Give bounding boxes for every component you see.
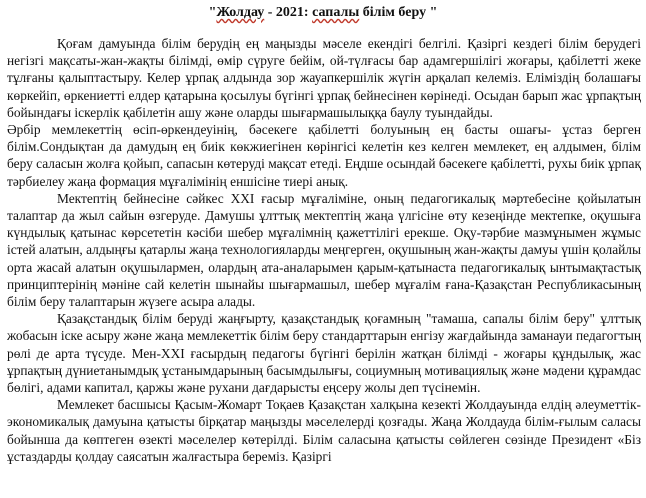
paragraph-4: Қазақстандық білім беруді жаңғырту, қазақстандық қоғамның "тамаша, сапалы білім беру" ұлттық жобасын іске асыру және жаңа мемлекеттік білім беру стандарттарын енгізу жағдайында заманауи педагогтың рөлі де арта түсуде. Мен-XXI ғасырдың педагогы бүгінгі берілін жатқан білімді - жоғары құндылық, жас ұрпақтың дүниетанымдық ұстанымдарының басымдылығы, социумның мотивациялық және мәдени құрамдас бөлігі, адами капитал, қаржы және рухани дағдарысты еңсеру жолы деп түсінемін.: [7, 311, 641, 396]
title-word-sapaly: сапалы: [312, 5, 360, 20]
paragraph-2: Әрбір мемлекеттің өсіп-өркендеуінің, бәсекеге қабілетті болуының ең басты ошағы- ұстаз берген білім.Сондықтан да дамудың ең биік көкжиегінен көрінгісі келетін кез келген мемлекет, ең алдымен, білім беру саласын жолға қойып, сапасын көтеруді мақсат етеді. Еңдше осындай бәсекеге қабілетті, рухы биік ұрпақ тәрбиелеу жаңа формация мұғалімінің еншісіне тиері анық.: [7, 122, 641, 189]
title-quote-open: ": [208, 5, 217, 20]
paragraph-1: Қоғам дамуында білім берудің ең маңызды мәселе екендігі белгілі. Қазіргі кездегі білім берудегі негізгі мақсаты-жан-жақты білімді, өмір сүруге бейім, ой-түлғасы бар адамгершілігі жоғары, қабілетті жеке тұлғаны қалыптастыру. Келер ұрпақ алдында зор жауапкершілік жүгін арқалап келеміз. Еліміздің болашағы көркейіп, өркениетті елдер қатарына қосылуы бүгінгі ұрпақ бейнесінен көрінеді. Осыдан барып жас ұрпақтың бойындағы іскерлік қабілетін ашу және оларды шығармашылыққа баулу туындайды.: [7, 36, 641, 120]
document-title: [0, 4, 646, 21]
title-quote-close: ": [426, 5, 438, 20]
title-year: - 2021:: [264, 5, 313, 20]
title-word-zholdau: Жолдау: [216, 5, 265, 20]
title-bilim-beru: білім беру: [359, 5, 427, 20]
paragraph-5: Мемлекет басшысы Қасым-Жомарт Тоқаев Қазақстан халқына кезекті Жолдауында елдің әлеуметтік-экономикалық дамуына қатысты бірқатар маңызды мәселелерді қозғады. Жаңа Жолдауда білім-ғылым саласы бойынша да көптеген өзекті мәселелер көтерілді. Білім саласына қатысты сөйлеген сөзінде Президент «Біз ұстаздарды қолдау саясатын жалғастыра береміз. Қазіргі: [7, 397, 641, 464]
document-body: [7, 35, 641, 465]
paragraph-3: Мектептің бейнесіне сәйкес XXI ғасыр мұғаліміне, оның педагогикалық мәртебесіне қойылатын талаптар да жыл сайын өзгеруде. Дамушы ұлттық мектептің жаңа үлгісіне өту кезеңінде мектепке, оқушыға күндылық қатынас көрсететін кәсіби шебер мұғалімнің қажеттілігі ерекше. Оқу-тәрбие мазмұнымен жұмыс істей алатын, алдыңғы қатарлы жаңа технологияларды меңгерген, оқушының жан-жақты дамуы үшін қолайлы орта жасай алатын оқушылармен, олардың ата-аналарымен қарым-қатынаста педагогикалық ынтымақтастық принциптерінің мәніне сай келетін шынайы шығармашыл, шебер мұғалім ғана-Қазақстан Республикасының білім беру талаптарын жүзеге асыра алады.: [7, 190, 641, 310]
